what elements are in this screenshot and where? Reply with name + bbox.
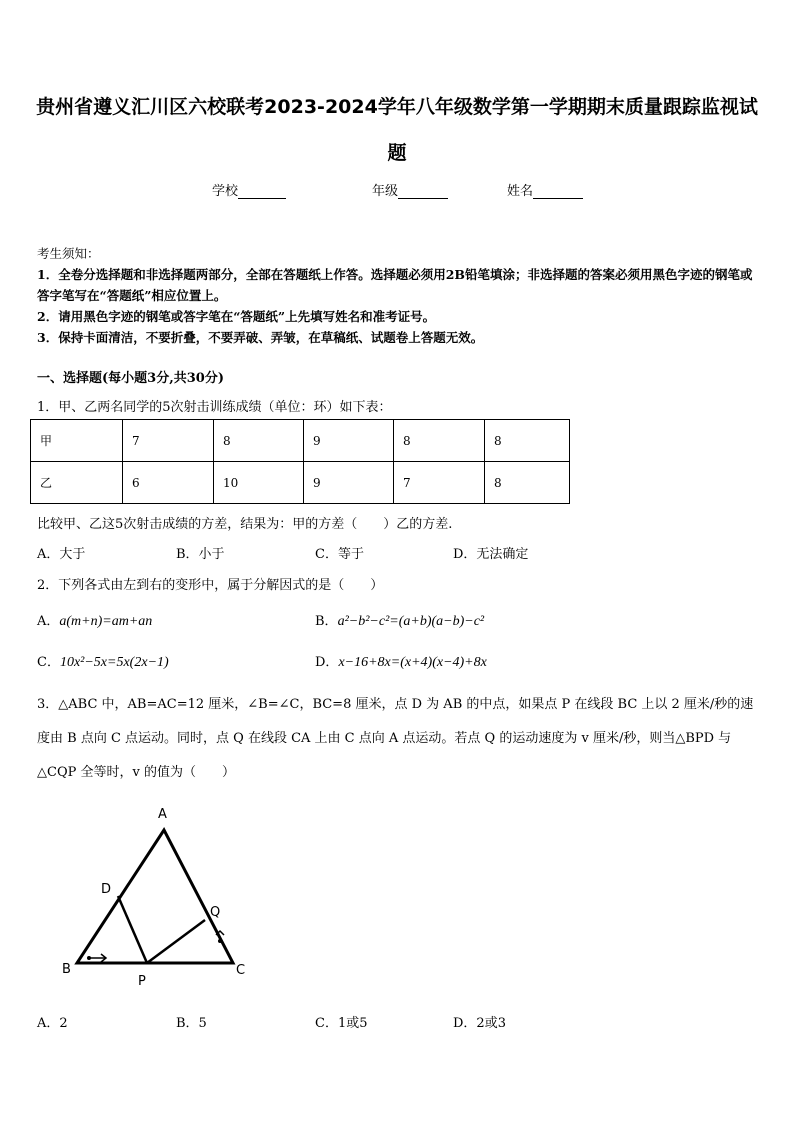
label-b: B (62, 962, 71, 977)
q2-option-a[interactable] (37, 610, 152, 630)
exam-notice (37, 243, 762, 348)
q2-option-b[interactable] (315, 610, 484, 630)
school-field[interactable] (212, 180, 286, 199)
option-expression: a(m+n)=am+an (59, 614, 153, 629)
table-cell: 10 (214, 462, 304, 504)
option-expression: 10x²−5x=5x(2x−1) (59, 655, 169, 670)
name-blank[interactable] (533, 198, 583, 199)
q3-stem: 3．△ABC 中，AB=AC=12 厘米，∠B=∠C，BC=8 厘米，点 D 为 AB 的中点，如果点 P 在线段 BC 上以 2 厘米/秒的速度由 B 点向 C 点运动。同时，点 Q 在线段 CA 上由 C 点向 A 点运动。若点 Q 的运动速度为 v 厘米/秒，则当△BPD 与△CQP 全等时，v 的值为（ ） (37, 697, 754, 780)
label-q: Q (210, 905, 221, 920)
table-cell: 8 (214, 420, 304, 462)
notice-item-3: 3．保持卡面清洁，不要折叠，不要弄破、弄皱，在草稿纸、试题卷上答题无效。 (37, 330, 484, 345)
table-row (31, 420, 570, 462)
name-label: 姓名 (507, 184, 534, 199)
table-cell: 6 (123, 462, 214, 504)
option-label: A． (37, 614, 60, 629)
q1-option-b[interactable]: B．小于 (176, 547, 225, 562)
table-cell: 7 (394, 462, 485, 504)
q1-score-table (30, 419, 570, 504)
grade-label: 年级 (372, 184, 399, 199)
q1-option-a[interactable]: A．大于 (37, 547, 86, 562)
segment-pq (147, 920, 205, 963)
q1-option-c[interactable]: C．等于 (315, 547, 364, 562)
section-heading: 一、选择题(每小题3分,共30分) (37, 371, 224, 386)
notice-heading: 考生须知： (37, 246, 100, 261)
q3-option-a[interactable]: A．2 (37, 1016, 68, 1031)
option-expression: a²−b²−c²=(a+b)(a−b)−c² (337, 614, 485, 629)
option-label: D． (315, 655, 339, 670)
student-info-row (0, 180, 794, 202)
label-a: A (158, 807, 167, 822)
table-row (31, 462, 570, 504)
school-blank[interactable] (238, 198, 286, 199)
name-field[interactable] (507, 180, 583, 199)
table-cell: 8 (485, 462, 570, 504)
q1-option-d[interactable]: D．无法确定 (453, 547, 529, 562)
label-p: P (138, 974, 146, 989)
option-label: C． (37, 655, 60, 670)
title-line-2: 题 (387, 142, 407, 164)
q3-option-c[interactable]: C．1或5 (315, 1016, 368, 1031)
motion-dot-c (218, 939, 222, 943)
segment-dp (118, 896, 147, 963)
triangle-figure (55, 800, 265, 995)
q2-option-c[interactable] (37, 651, 169, 671)
option-label: B． (315, 614, 338, 629)
q3-option-d[interactable]: D．2或3 (453, 1016, 506, 1031)
notice-item-2: 2．请用黑色字迹的钢笔或答字笔在“答题纸”上先填写姓名和准考证号。 (37, 309, 436, 324)
q1-stem: 1．甲、乙两名同学的5次射击训练成绩（单位：环）如下表： (37, 400, 392, 415)
table-cell: 8 (485, 420, 570, 462)
title-line-1: 贵州省遵义汇川区六校联考2023-2024学年八年级数学第一学期期末质量跟踪监视试 (36, 96, 758, 118)
notice-item-1: 1．全卷分选择题和非选择题两部分，全部在答题纸上作答。选择题必须用2B铅笔填涂；非选择题的答案必须用黑色字迹的钢笔或答字笔写在“答题纸”相应位置上。 (37, 267, 753, 303)
label-c: C (236, 963, 246, 978)
page-title (30, 84, 764, 176)
q1-followup: 比较甲、乙这5次射击成绩的方差，结果为：甲的方差（ ）乙的方差. (37, 517, 453, 532)
table-cell: 9 (304, 420, 394, 462)
school-label: 学校 (212, 184, 239, 199)
q2-stem: 2．下列各式由左到右的变形中，属于分解因式的是（ ） (37, 578, 384, 593)
option-expression: x−16+8x=(x+4)(x−4)+8x (338, 655, 487, 670)
table-cell: 8 (394, 420, 485, 462)
table-cell: 甲 (31, 420, 123, 462)
table-cell: 9 (304, 462, 394, 504)
table-cell: 7 (123, 420, 214, 462)
grade-field[interactable] (372, 180, 448, 199)
label-d: D (101, 882, 112, 897)
table-cell: 乙 (31, 462, 123, 504)
grade-blank[interactable] (398, 198, 448, 199)
q3-option-b[interactable]: B．5 (176, 1016, 207, 1031)
q2-option-d[interactable] (315, 651, 487, 671)
